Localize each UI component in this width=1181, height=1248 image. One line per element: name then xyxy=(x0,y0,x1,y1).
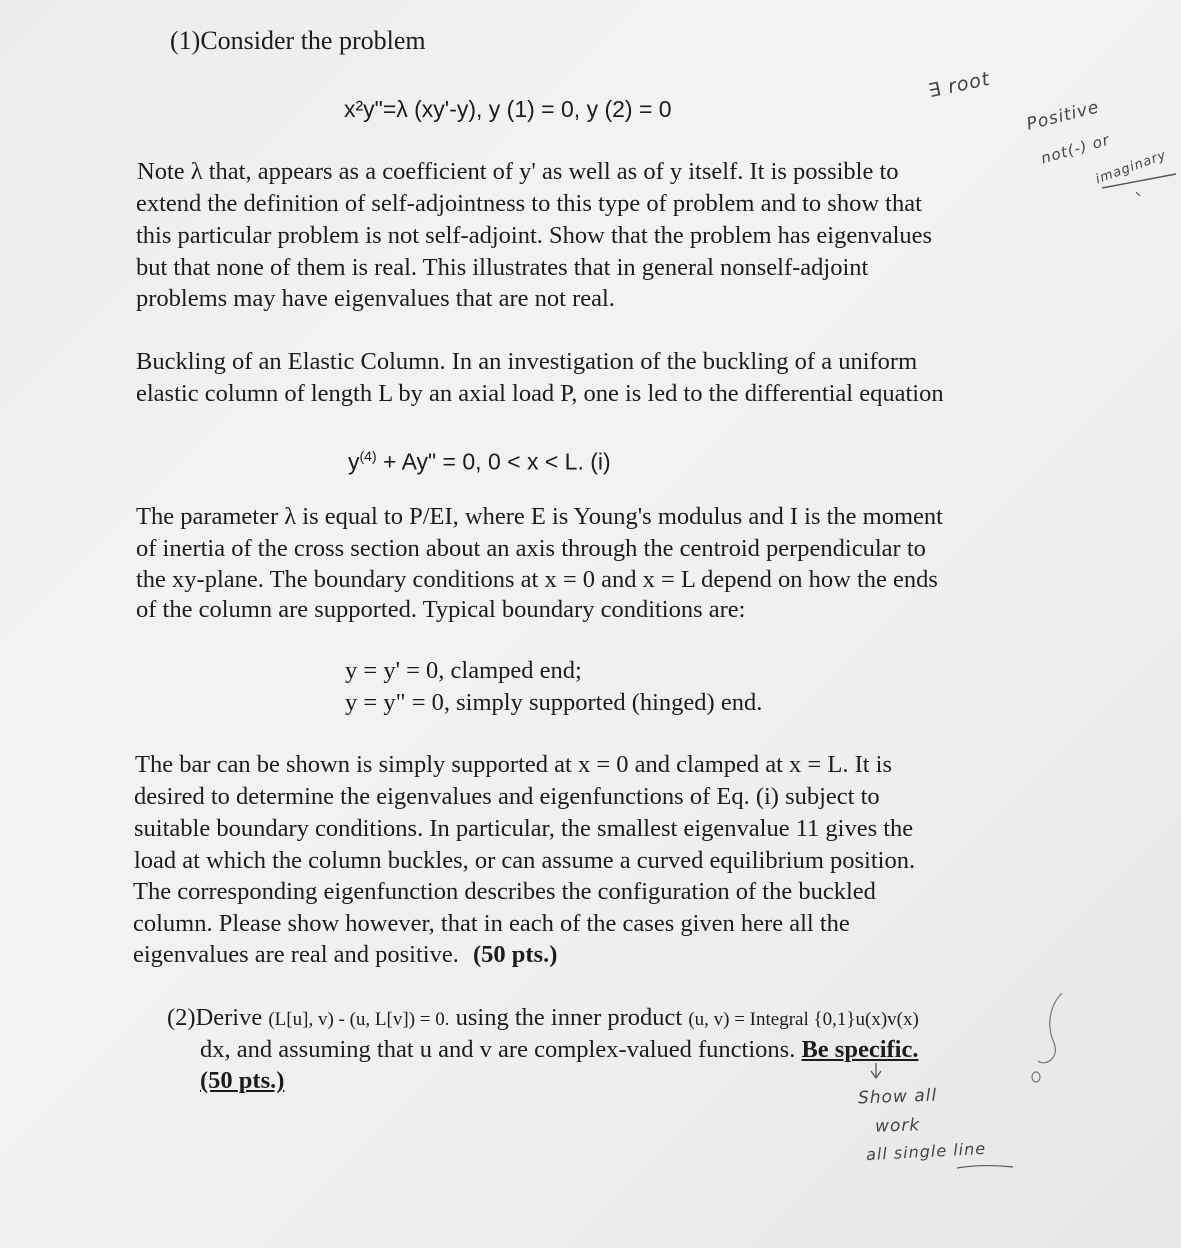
equation-base: y xyxy=(348,448,360,475)
problem2-points: (50 pts.) xyxy=(200,1067,285,1094)
parameter-line-4: of the column are supported. Typical boundary conditions are: xyxy=(136,596,746,623)
final-line-2: desired to determine the eigenvalues and eigenfunctions of Eq. (i) subject to xyxy=(134,783,880,810)
handwriting-underline-single-line xyxy=(955,1162,1015,1172)
problem1-line-5: problems may have eigenvalues that are not real. xyxy=(136,285,615,312)
final-line-7 xyxy=(133,940,557,970)
bc-simply-supported: y = y" = 0, simply supported (hinged) end. xyxy=(345,689,763,716)
parameter-line-3: the xy-plane. The boundary conditions at x = 0 and x = L depend on how the ends xyxy=(136,566,938,593)
parameter-line-1: The parameter λ is equal to P/EI, where E is Young's modulus and I is the moment xyxy=(136,503,943,530)
problem1-line-1: Note λ that, appears as a coefficient of y' as well as of y itself. It is possible to xyxy=(137,158,899,185)
final-line-5: The corresponding eigenfunction describes the configuration of the buckled xyxy=(133,878,876,905)
equation-rest: + Ay" = 0, 0 < x < L. (i) xyxy=(376,448,611,475)
problem1-line-2: extend the definition of self-adjointness to this type of problem and to show that xyxy=(136,190,922,217)
final-line-7-text: eigenvalues are real and positive. xyxy=(133,941,459,968)
problem2-line-2-text: dx, and assuming that u and v are complex-valued functions. xyxy=(200,1036,802,1063)
handwriting-imaginary: imaginary xyxy=(1093,147,1169,188)
problem1-heading: (1)Consider the problem xyxy=(170,26,426,55)
problem2-derive: (2)Derive xyxy=(167,1004,269,1031)
handwriting-root: ∃ root xyxy=(926,67,993,103)
problem1-equation: x²y"=λ (xy'-y), y (1) = 0, y (2) = 0 xyxy=(344,96,672,122)
equation-superscript: (4) xyxy=(359,448,377,464)
handwriting-work: work xyxy=(874,1115,921,1137)
be-specific: Be specific. xyxy=(801,1036,919,1063)
handwriting-single-line: all single line xyxy=(865,1138,987,1165)
problem2-line-1 xyxy=(167,1003,919,1035)
final-line-4: load at which the column buckles, or can assume a curved equilibrium position. xyxy=(134,847,916,874)
final-line-6: column. Please show however, that in each of the cases given here all the xyxy=(133,910,850,937)
final-line-1: The bar can be shown is simply supported at x = 0 and clamped at x = L. It is xyxy=(135,751,893,778)
problem2-expression: (L[u], v) - (u, L[v]) = 0. xyxy=(268,1009,450,1030)
handwriting-strokes-top xyxy=(1000,80,1181,210)
bc-clamped: y = y' = 0, clamped end; xyxy=(345,657,582,684)
parameter-line-2: of inertia of the cross section about an axis through the centroid perpendicular to xyxy=(136,535,926,562)
buckling-points: (50 pts.) xyxy=(472,941,558,968)
problem2-using: using the inner product xyxy=(449,1004,689,1031)
handwriting-not-negative: not(-) or xyxy=(1038,130,1112,168)
handwriting-show-all: Show all xyxy=(857,1085,938,1109)
problem1-line-3: this particular problem is not self-adjoint. Show that the problem has eigenvalues xyxy=(136,222,933,249)
buckling-intro-2: elastic column of length L by an axial load P, one is led to the differential equation xyxy=(136,380,944,407)
final-line-3: suitable boundary conditions. In particular, the smallest eigenvalue 11 gives the xyxy=(134,815,914,842)
buckling-equation xyxy=(348,441,611,477)
problem1-line-4: but that none of them is real. This illustrates that in general nonself-adjoint xyxy=(136,254,869,281)
handwriting-positive: Positive xyxy=(1024,97,1102,135)
buckling-intro-1: Buckling of an Elastic Column. In an investigation of the buckling of a uniform xyxy=(136,348,918,375)
handwriting-strokes-bottom xyxy=(850,985,1070,1105)
problem2-line-2 xyxy=(200,1035,919,1065)
problem2-inner-product: (u, v) = Integral {0,1}u(x)v(x) xyxy=(688,1009,919,1030)
